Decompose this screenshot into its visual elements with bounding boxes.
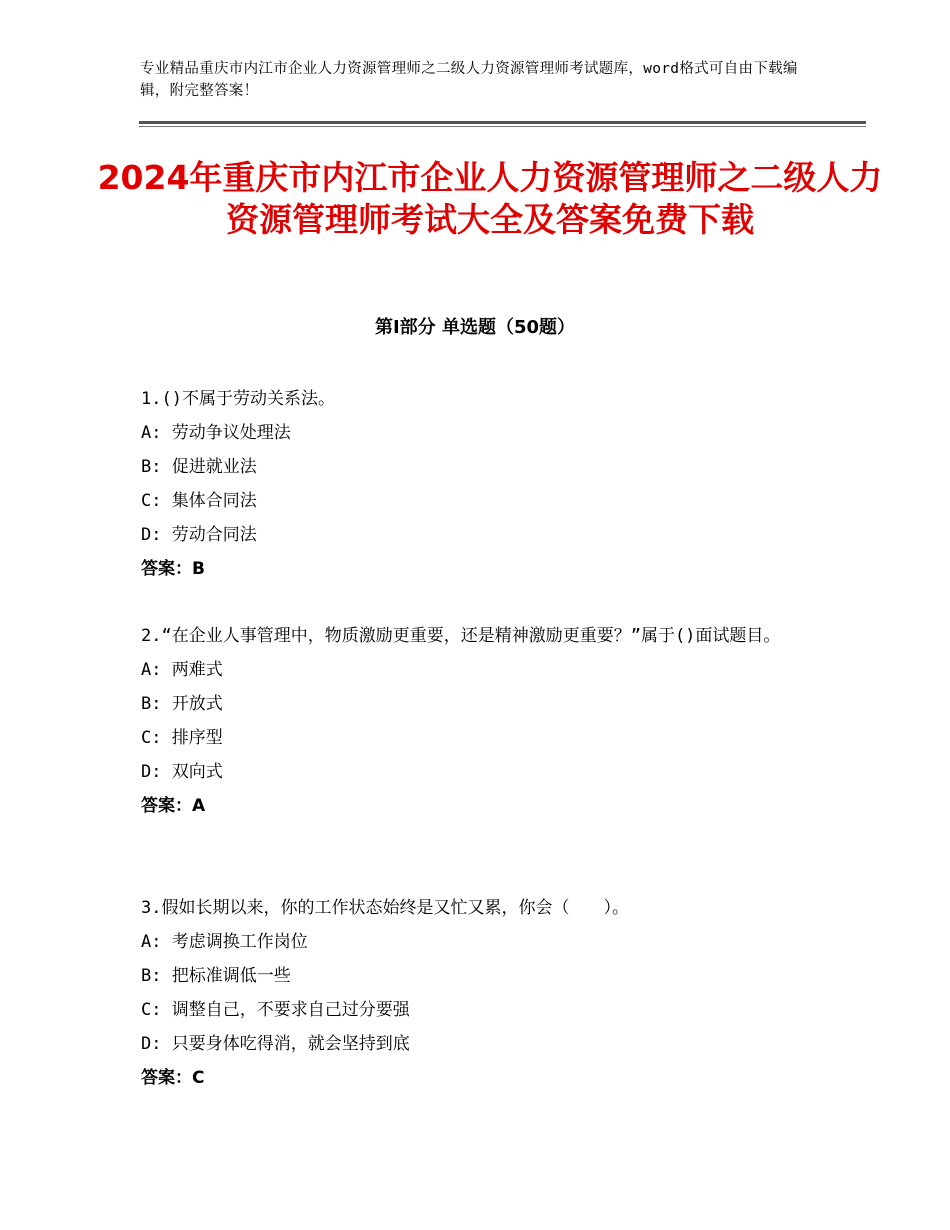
section-title: 第Ⅰ部分 单选题（50题） <box>374 317 575 338</box>
option-c: C: 排序型 <box>141 728 223 748</box>
option-b: B: 把标准调低一些 <box>141 966 291 986</box>
question-stem: 3.假如长期以来，你的工作状态始终是又忙又累，你会（ ）。 <box>141 898 629 918</box>
header-rule-thin <box>139 126 866 127</box>
document-title: 2024年重庆市内江市企业人力资源管理师之二级人力资源管理师考试大全及答案免费下载 <box>97 158 883 239</box>
answer-line: 答案：A <box>141 796 206 816</box>
question-3 <box>141 891 821 1095</box>
question-2 <box>141 619 821 823</box>
option-a: A: 考虑调换工作岗位 <box>141 932 308 952</box>
option-d: D: 劳动合同法 <box>141 525 257 545</box>
option-d: D: 只要身体吃得消，就会坚持到底 <box>141 1034 410 1054</box>
option-a: A: 两难式 <box>141 660 223 680</box>
header-rule-thick <box>139 121 866 124</box>
option-b: B: 促进就业法 <box>141 457 257 477</box>
question-1 <box>141 382 821 586</box>
option-b: B: 开放式 <box>141 694 223 714</box>
option-c: C: 集体合同法 <box>141 491 257 511</box>
option-a: A: 劳动争议处理法 <box>141 423 291 443</box>
header-note: 专业精品重庆市内江市企业人力资源管理师之二级人力资源管理师考试题库，word格式可自由下载编辑，附完整答案！ <box>140 61 798 99</box>
option-d: D: 双向式 <box>141 762 223 782</box>
question-stem: 2.“在企业人事管理中，物质激励更重要，还是精神激励更重要？”属于()面试题目。 <box>141 626 781 646</box>
question-stem: 1.()不属于劳动关系法。 <box>141 389 335 409</box>
answer-line: 答案：B <box>141 559 205 579</box>
answer-line: 答案：C <box>141 1068 205 1088</box>
option-c: C: 调整自己，不要求自己过分要强 <box>141 1000 410 1020</box>
